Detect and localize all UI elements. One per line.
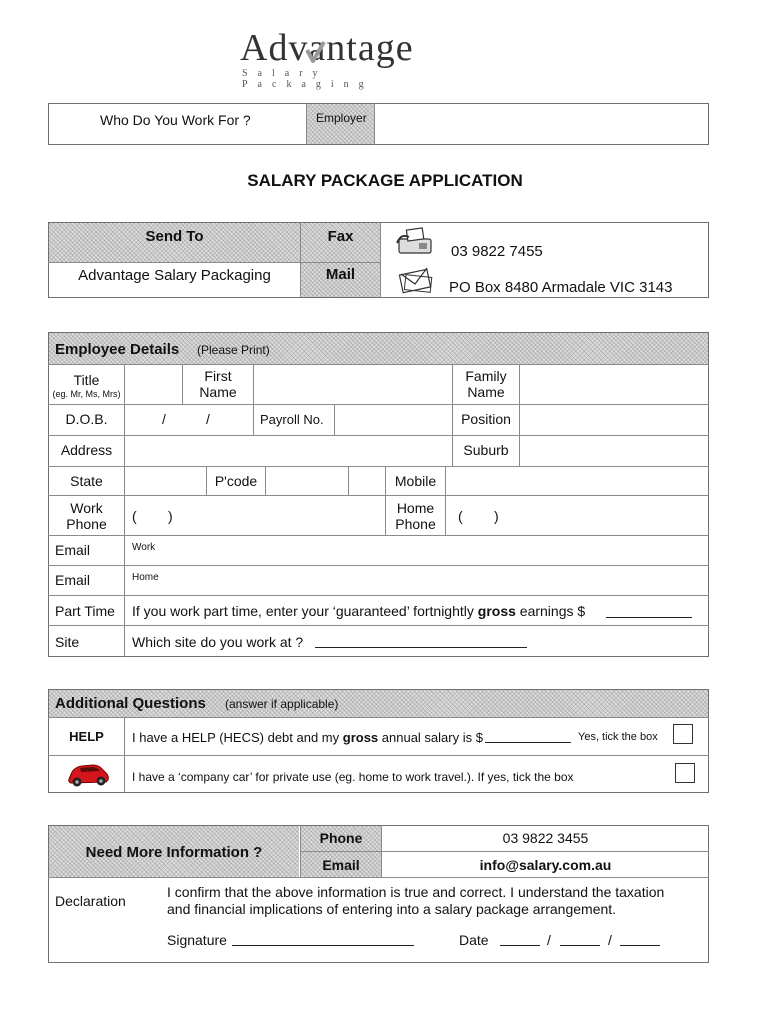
send-to-label: Send To	[145, 228, 204, 245]
work-phone-paren-open: (	[132, 508, 137, 524]
date-day-field[interactable]	[500, 945, 540, 946]
date-slash-1: /	[547, 932, 551, 948]
family-name-field[interactable]	[521, 366, 707, 403]
help-text	[132, 730, 483, 745]
part-time-text-bold: gross	[477, 603, 516, 619]
mail-address: PO Box 8480 Armadale VIC 3143	[449, 279, 673, 296]
position-label: Position	[461, 411, 511, 427]
date-slash-2: /	[608, 932, 612, 948]
dob-slash-1: /	[162, 411, 166, 427]
employer-label: Employer	[316, 111, 367, 125]
page-title: SALARY PACKAGE APPLICATION	[247, 171, 523, 190]
date-label: Date	[459, 932, 489, 948]
company-car-text: I have a ‘company car’ for private use (eg. home to work travel.). If yes, tick the box	[132, 770, 574, 784]
dob-label: D.O.B.	[65, 411, 108, 427]
logo-tagline: Salary Packaging	[242, 68, 374, 90]
mobile-label: Mobile	[394, 473, 437, 489]
home-phone-paren-open: (	[458, 508, 463, 524]
email-work-hint: Work	[132, 542, 156, 553]
title-hint: (eg. Mr, Ms, Mrs)	[52, 389, 121, 399]
answer-if-applicable-note: (answer if applicable)	[225, 697, 339, 711]
email-home-label: Email	[55, 572, 91, 588]
help-text-bold: gross	[342, 730, 379, 745]
payroll-field[interactable]	[336, 406, 451, 434]
dob-field[interactable]	[126, 406, 252, 434]
state-label: State	[70, 473, 103, 489]
pcode-field[interactable]	[267, 468, 347, 494]
home-phone-field[interactable]	[447, 497, 707, 534]
payroll-label: Payroll No.	[260, 412, 324, 427]
state-field[interactable]	[126, 468, 205, 494]
logo-wordmark: Advantage	[240, 27, 414, 69]
signature-field[interactable]	[232, 945, 414, 946]
first-name-label-1: First	[204, 368, 232, 384]
advantage-logo	[238, 26, 438, 90]
home-phone-paren-close: )	[494, 508, 499, 524]
email-info-label: Email	[322, 857, 360, 873]
fax-label: Fax	[327, 228, 354, 245]
email-home-field[interactable]	[126, 567, 707, 594]
site-text: Which site do you work at ?	[132, 634, 304, 650]
part-time-label: Part Time	[55, 603, 115, 619]
company-car-checkbox[interactable]	[675, 763, 695, 783]
employer-field[interactable]	[376, 105, 706, 143]
phone-label: Phone	[319, 830, 363, 846]
help-salary-field[interactable]	[485, 742, 571, 743]
address-field[interactable]	[126, 437, 451, 465]
need-more-information-label: Need More Information ?	[85, 844, 263, 861]
fax-machine-icon	[395, 225, 435, 257]
phone-number: 03 9822 3455	[502, 830, 589, 846]
suburb-label: Suburb	[463, 442, 509, 458]
work-phone-label-2: Phone	[66, 516, 107, 532]
company-name: Advantage Salary Packaging	[78, 267, 271, 284]
help-label: HELP	[69, 729, 104, 744]
fax-number: 03 9822 7455	[451, 243, 543, 260]
site-label: Site	[55, 634, 80, 650]
date-month-field[interactable]	[560, 945, 600, 946]
first-name-field[interactable]	[255, 366, 451, 403]
declaration-line-1: I confirm that the above information is true and correct. I understand the taxation	[167, 884, 665, 900]
mail-label: Mail	[325, 266, 356, 283]
declaration-line-2: and financial implications of entering into a salary package arrangement.	[167, 901, 617, 917]
site-field[interactable]	[315, 647, 527, 648]
mobile-field[interactable]	[447, 468, 707, 494]
work-phone-label-1: Work	[70, 500, 103, 516]
family-name-label-2: Name	[467, 384, 505, 400]
pcode-label: P'code	[214, 473, 258, 489]
declaration-label: Declaration	[55, 893, 126, 909]
who-do-you-work-for-label: Who Do You Work For ?	[100, 112, 251, 128]
family-name-label-1: Family	[465, 368, 507, 384]
title-label: Title	[73, 372, 100, 388]
additional-questions-heading: Additional Questions	[55, 695, 206, 712]
help-text-pre: I have a HELP (HECS) debt and my	[132, 730, 343, 745]
logo-tick-icon	[304, 40, 326, 64]
first-name-label-2: Name	[199, 384, 237, 400]
position-field[interactable]	[521, 406, 707, 434]
home-phone-label-1: Home	[396, 500, 435, 516]
envelope-icon	[397, 264, 435, 294]
help-text-post: annual salary is $	[378, 730, 483, 745]
email-address[interactable]: info@salary.com.au	[479, 857, 612, 873]
part-time-text	[132, 603, 585, 619]
part-time-earnings-field[interactable]	[606, 617, 692, 618]
home-phone-label-2: Phone	[395, 516, 436, 532]
signature-label: Signature	[167, 932, 227, 948]
dob-slash-2: /	[206, 411, 210, 427]
work-phone-paren-close: )	[168, 508, 173, 524]
please-print-note: (Please Print)	[197, 343, 270, 357]
work-phone-field[interactable]	[126, 497, 384, 534]
part-time-text-pre: If you work part time, enter your ‘guaranteed’ fortnightly	[132, 603, 478, 619]
part-time-text-post: earnings $	[515, 603, 586, 619]
date-year-field[interactable]	[620, 945, 660, 946]
address-label: Address	[60, 442, 113, 458]
suburb-field[interactable]	[521, 437, 707, 465]
help-checkbox[interactable]	[673, 724, 693, 744]
car-icon	[66, 759, 110, 789]
employee-details-heading: Employee Details	[55, 341, 180, 358]
email-work-field[interactable]	[126, 537, 707, 564]
email-home-hint: Home	[132, 572, 159, 583]
help-tick-text: Yes, tick the box	[578, 731, 658, 743]
title-field[interactable]	[126, 366, 181, 403]
email-work-label: Email	[55, 542, 91, 558]
